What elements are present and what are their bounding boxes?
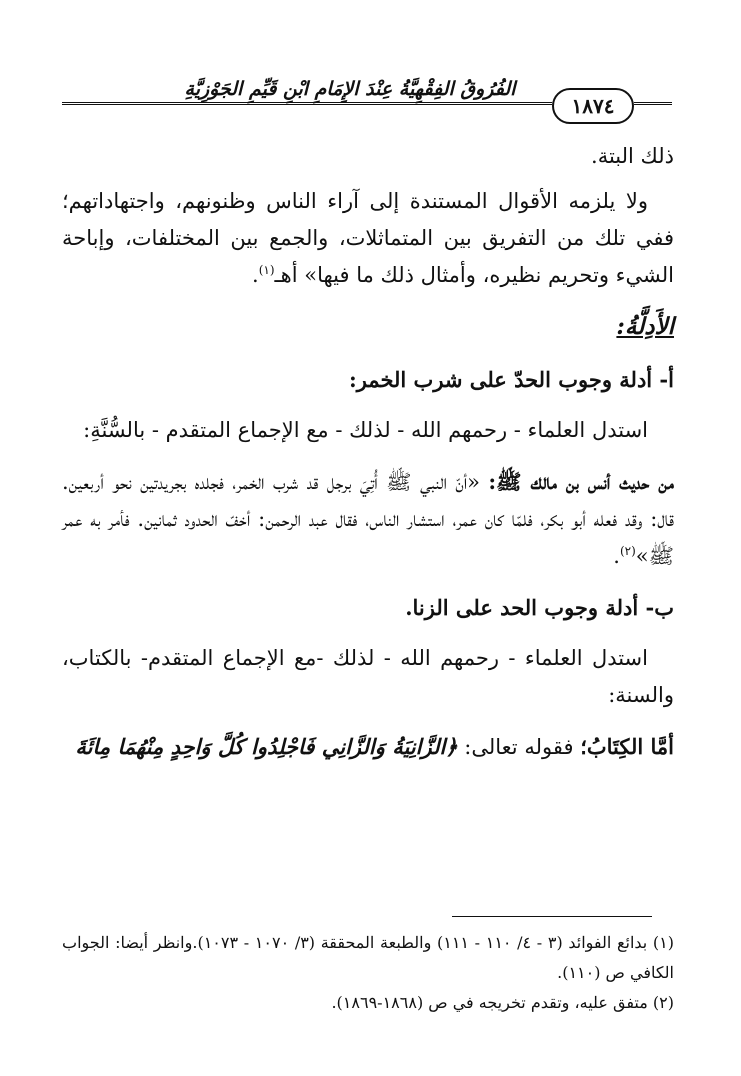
paragraph-text: ولا يلزمه الأقوال المستندة إلى آراء الناس وظنونهم، واجتهاداتهم؛ ففي تلك من التفريق بين المتماثلات، والجمع بين المختلفات، وإباحة الشيء وتحريم نظيره، وأمثال ذلك ما فيها» أهـ bbox=[62, 189, 674, 287]
section-heading: الأَدِلَّةُ: bbox=[616, 313, 674, 340]
footnote-ref: (٢) bbox=[619, 544, 636, 558]
hadith-lead: من حديث أنس بن مالك ﷺ: bbox=[488, 469, 674, 494]
paragraph: استدل العلماء - رحمهم الله - لذلك - مع الإجماع المتقدم - بالسُّنَّةِ: bbox=[83, 418, 648, 442]
kitab-lead: أمَّا الكِتَابُ؛ bbox=[580, 734, 674, 759]
footnote: (٢) متفق عليه، وتقدم تخريجه في ص (١٨٦٨-١٨٦٩). bbox=[331, 993, 674, 1012]
hadith-text: «أنّ النبي ﷺ أُتِيَ برجل قد شرب الخمر، فجلده بجريدتين نحو أربعين. قال: وقد فعله أبو بكر، فلمّا كان عمر، استشار الناس، فقال عبد الرحمن: أخفّ الحدود ثمانين. فأمر به عمر ﷺ» bbox=[62, 470, 674, 568]
paragraph: ذلك البتة. bbox=[591, 144, 674, 168]
header-rule bbox=[62, 102, 552, 105]
running-header-title: الفُرُوقُ الفِقْهِيَّةُ عِنْدَ الإِمَامِ ابْنِ قَيِّمِ الجَوْزِيَّةِ bbox=[184, 78, 516, 100]
footnote: (١) بدائع الفوائد (٣ - ٤/ ١١٠ - ١١١) والطبعة المحققة (٣/ ١٠٧٠ - ١٠٧٣).وانظر أيضا: الجواب الكافي ص (١١٠). bbox=[62, 933, 674, 982]
paragraph-text: فقوله تعالى: bbox=[464, 735, 574, 759]
subheading: أ- أدلة وجوب الحدّ على شرب الخمر: bbox=[348, 367, 674, 392]
quran-verse: ﴿الزَّانِيَةُ وَالزَّانِي فَاجْلِدُوا كُلَّ وَاحِدٍ مِنْهُمَا مِائَةَ bbox=[75, 734, 458, 759]
subheading: ب- أدلة وجوب الحد على الزنا. bbox=[405, 595, 674, 620]
main-text bbox=[62, 138, 674, 780]
paragraph bbox=[62, 183, 674, 294]
footnotes bbox=[62, 928, 674, 1018]
header-rule-tail bbox=[634, 102, 672, 105]
punctuation: . bbox=[252, 263, 259, 287]
paragraph bbox=[62, 728, 674, 766]
paragraph: استدل العلماء - رحمهم الله - لذلك -مع الإجماع المتقدم- بالكتاب، والسنة: bbox=[62, 646, 674, 707]
punctuation: . bbox=[613, 544, 620, 568]
footnote-ref: (١) bbox=[258, 263, 275, 277]
footnote-separator bbox=[452, 916, 652, 917]
paragraph bbox=[62, 463, 674, 575]
page-number: ١٨٧٤ bbox=[552, 88, 634, 124]
